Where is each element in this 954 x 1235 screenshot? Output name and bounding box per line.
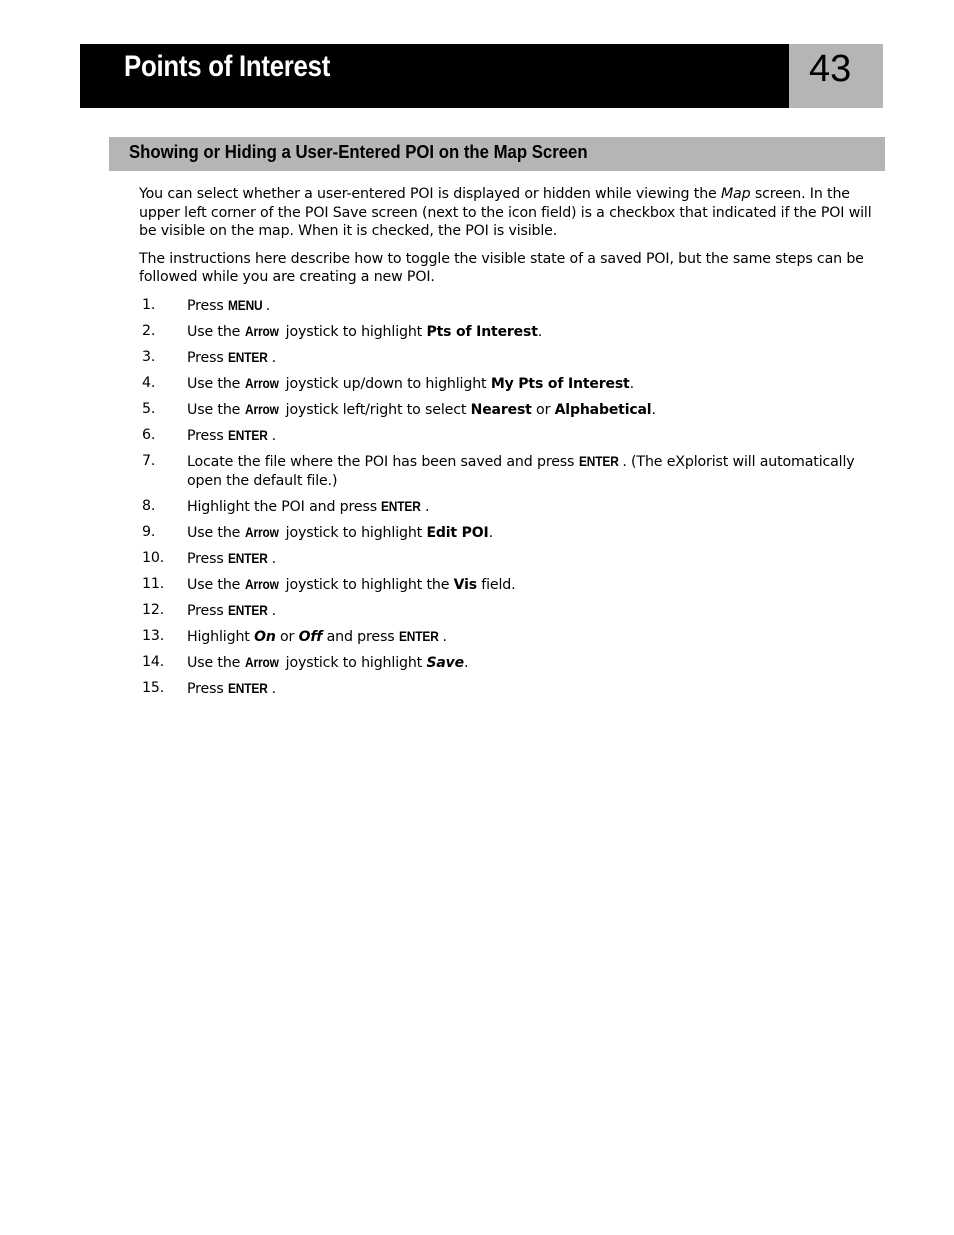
step-keyword: ENTER — [381, 497, 422, 514]
step-number: 14. — [142, 653, 165, 670]
step-item — [139, 627, 884, 647]
step-text: or — [531, 401, 555, 418]
step-text: Use the — [187, 323, 245, 340]
page-content — [139, 185, 884, 705]
intro-paragraph-2: The instructions here describe how to toggle the visible state of a saved POI, but the same steps can be followed while you are creating a new POI. — [139, 250, 864, 286]
step-text: . — [464, 654, 469, 671]
step-text: . (The eXplorist will automatically open the default file.) — [187, 453, 855, 489]
step-text: Use the — [187, 576, 245, 593]
step-item — [139, 322, 884, 342]
step-text: Highlight — [187, 628, 255, 645]
step-text: joystick up/down to highlight — [281, 375, 491, 392]
step-text: . — [442, 628, 447, 645]
step-text: joystick left/right to select — [281, 401, 471, 418]
steps-list — [139, 296, 884, 699]
page-number: 43 — [809, 48, 852, 90]
step-text: . — [537, 323, 543, 340]
step-text: Use the — [187, 524, 245, 541]
intro-text-map-italic: Map — [720, 186, 751, 202]
step-item — [139, 400, 884, 420]
step-keyword: ENTER — [578, 452, 619, 469]
step-number: 15. — [142, 679, 165, 696]
chapter-title: Points of Interest — [124, 50, 331, 83]
step-keyword: Nearest — [470, 401, 532, 418]
step-keyword: Alphabetical — [554, 401, 652, 418]
step-item — [139, 575, 884, 595]
step-keyword: ENTER — [398, 627, 439, 644]
step-text: Use the — [187, 654, 245, 671]
step-keyword: Arrow — [244, 653, 279, 670]
step-keyword: Edit POI — [426, 524, 489, 541]
step-keyword: MENU — [227, 296, 263, 313]
step-text: Highlight the POI and press — [187, 498, 382, 515]
step-keyword: Arrow — [244, 575, 279, 592]
step-item — [139, 679, 884, 699]
step-text: . — [271, 602, 277, 619]
step-text: Press — [187, 602, 228, 619]
step-keyword: ENTER — [227, 426, 268, 443]
step-number: 4. — [142, 374, 156, 391]
step-keyword: Arrow — [244, 322, 279, 339]
section-title: Showing or Hiding a User-Entered POI on the Map Screen — [129, 142, 588, 162]
step-number: 8. — [142, 497, 156, 514]
step-keyword: Vis — [453, 576, 477, 593]
step-item — [139, 426, 884, 446]
step-item — [139, 497, 884, 517]
section-header-bar — [109, 137, 885, 171]
step-number: 1. — [142, 296, 156, 313]
step-keyword: Off — [298, 628, 323, 645]
step-keyword: ENTER — [227, 348, 268, 365]
step-item — [139, 601, 884, 621]
step-item — [139, 549, 884, 569]
step-text: . — [629, 375, 634, 392]
step-number: 6. — [142, 426, 156, 443]
step-item — [139, 296, 884, 316]
step-text: Use the — [187, 375, 245, 392]
step-item — [139, 452, 884, 491]
step-keyword: Save — [426, 654, 465, 671]
step-keyword: My Pts of Interest — [490, 375, 630, 392]
page-number-box — [789, 44, 883, 108]
step-number: 3. — [142, 348, 156, 365]
step-keyword: Pts of Interest — [426, 323, 538, 340]
step-text: Locate the file where the POI has been saved and press — [187, 453, 579, 470]
step-text: . — [271, 550, 277, 567]
step-text: Use the — [187, 401, 245, 418]
step-number: 5. — [142, 400, 156, 417]
step-keyword: ENTER — [227, 549, 268, 566]
step-keyword: ENTER — [227, 679, 268, 696]
step-number: 10. — [142, 549, 165, 566]
step-text: . — [488, 524, 493, 541]
step-item — [139, 653, 884, 673]
step-keyword: ENTER — [227, 601, 268, 618]
step-text: joystick to highlight — [281, 524, 427, 541]
step-text: joystick to highlight — [281, 323, 427, 340]
step-text: . — [265, 297, 270, 314]
step-text: joystick to highlight the — [281, 576, 454, 593]
step-keyword: Arrow — [244, 523, 279, 540]
step-text: or — [275, 628, 299, 645]
step-text: and press — [322, 628, 399, 645]
chapter-header-bar — [80, 44, 789, 108]
step-text: Press — [187, 427, 228, 444]
step-number: 13. — [142, 627, 165, 644]
intro-text-1b: screen. In the upper left corner of the POI Save screen (next to the icon field) is a checkbox that indicated if the POI will be visible on the map. When it is checked, the POI is visible. — [139, 186, 872, 240]
step-text: Press — [187, 349, 228, 366]
step-number: 2. — [142, 322, 156, 339]
step-text: . — [271, 680, 277, 697]
step-text: joystick to highlight — [281, 654, 427, 671]
step-text: Press — [187, 550, 228, 567]
intro-text-1a: You can select whether a user-entered POI is displayed or hidden while viewing the — [139, 186, 721, 202]
step-number: 12. — [142, 601, 165, 618]
step-keyword: On — [254, 628, 276, 645]
step-number: 9. — [142, 523, 156, 540]
step-text: Press — [187, 297, 228, 314]
step-item — [139, 374, 884, 394]
intro-paragraph-1 — [139, 185, 884, 241]
step-keyword: Arrow — [244, 400, 279, 417]
step-text: . — [425, 498, 430, 515]
step-text: . — [271, 427, 277, 444]
step-keyword: Arrow — [244, 374, 279, 391]
step-text: . — [271, 349, 277, 366]
step-text: field. — [476, 576, 516, 593]
step-item — [139, 348, 884, 368]
step-text: . — [651, 401, 656, 418]
step-number: 7. — [142, 452, 156, 469]
step-item — [139, 523, 884, 543]
step-number: 11. — [142, 575, 165, 592]
step-text: Press — [187, 680, 228, 697]
